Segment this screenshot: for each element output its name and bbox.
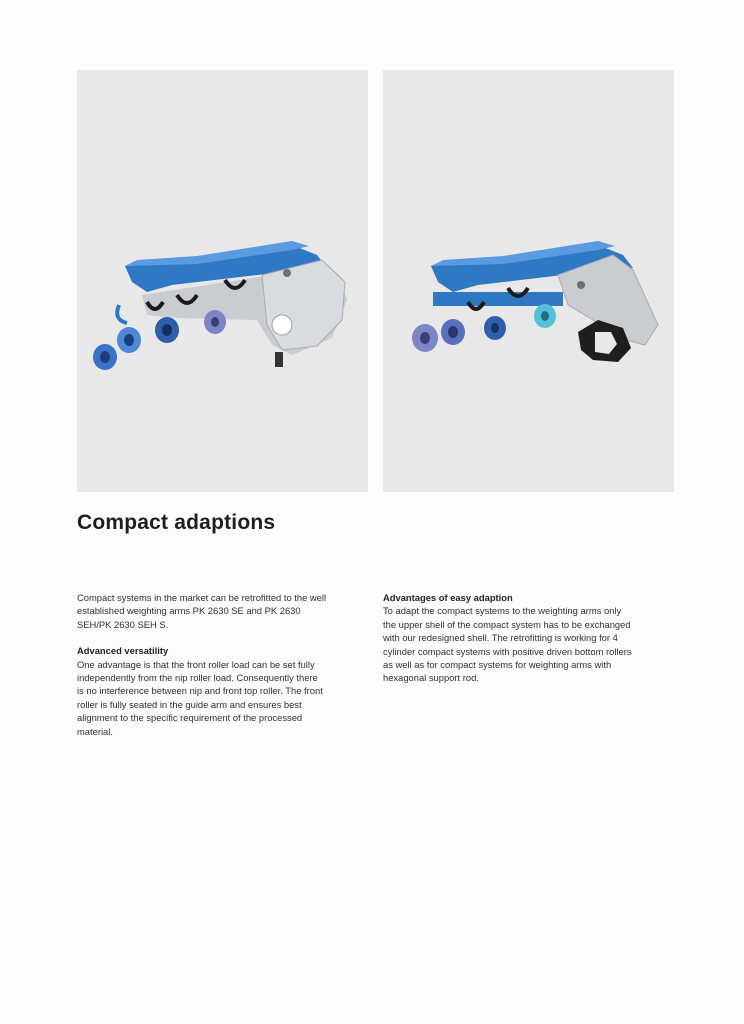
- product-photo-left: [77, 70, 368, 492]
- weighting-arm-illustration-right: [383, 70, 674, 492]
- roller-group-right: [412, 304, 556, 352]
- section-heading-versatility: Advanced versatility: [77, 645, 169, 657]
- product-photo-right: [383, 70, 674, 492]
- right-text-column: [383, 591, 633, 685]
- section-heading-easy-adaption: Advantages of easy adaption: [383, 592, 513, 603]
- page-title: Compact adaptions: [77, 511, 276, 534]
- section-body-versatility: One advantage is that the front roller load can be set fully independently from the nip roller load. Consequently there is no interference between nip and front top roller. The front roller is fully seated in the guide arm and ensures best alignment to the specific requirement of the processed material.: [77, 658, 323, 737]
- left-text-column: [77, 591, 327, 738]
- roller-group-left: [93, 310, 226, 370]
- section-body-easy-adaption: To adapt the compact systems to the weighting arms only the upper shell of the compact system has to be exchanged with our redesigned shell. The retrofitting is working for 4 cylinder compact systems with positive driven bottom rollers as well as for compact systems for weighting arms with hexagonal support rod.: [383, 605, 632, 684]
- intro-paragraph: Compact systems in the market can be retrofitted to the well established weighting arms PK 2630 SE and PK 2630 SEH/PK 2630 SEH S.: [77, 592, 327, 630]
- weighting-arm-illustration-left: [77, 70, 368, 492]
